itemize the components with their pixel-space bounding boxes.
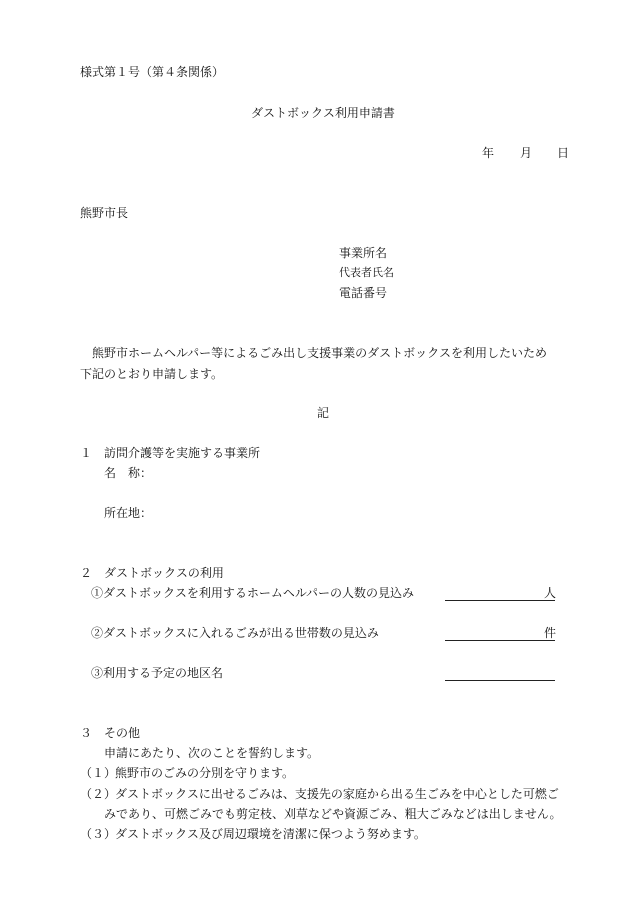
document-title: ダストボックス利用申請書	[251, 106, 395, 120]
office-name-label: 事業所名	[339, 246, 388, 260]
date-day: 日	[557, 146, 570, 160]
date-month: 月	[520, 146, 533, 160]
section-1-number: １	[80, 446, 93, 460]
household-count-label: ②ダストボックスに入れるごみが出る世帯数の見込み	[91, 626, 379, 640]
household-count-blank	[445, 640, 555, 641]
section-1-heading: 訪問介護等を実施する事業所	[104, 446, 261, 460]
helper-count-label: ①ダストボックスを利用するホームヘルパーの人数の見込み	[91, 586, 415, 600]
intro-line-2: 下記のとおり申請します。	[80, 367, 224, 381]
district-name-label: ③利用する予定の地区名	[91, 666, 224, 680]
pledge-intro: 申請にあたり、次のことを誓約します。	[104, 746, 320, 760]
helper-count-unit: 人	[544, 586, 557, 600]
pledge-item-number: （３）	[80, 827, 117, 841]
office-name-field-label: 名 称：	[104, 466, 153, 480]
date-year: 年	[482, 146, 495, 160]
phone-label: 電話番号	[339, 286, 388, 300]
pledge-item-number: （１）	[80, 766, 117, 780]
intro-line-1: 熊野市ホームヘルパー等によるごみ出し支援事業のダストボックスを利用したいため	[92, 346, 548, 360]
addressee: 熊野市長	[80, 206, 129, 220]
pledge-item-text: ダストボックス及び周辺環境を清潔に保つよう努めます。	[115, 827, 426, 841]
pledge-item-text: 熊野市のごみの分別を守ります。	[115, 766, 295, 780]
section-3-number: ３	[80, 726, 93, 740]
household-count-unit: 件	[544, 626, 557, 640]
representative-label: 代表者氏名	[339, 266, 394, 279]
ki-heading: 記	[317, 406, 330, 420]
pledge-item-text-continued: みであり、可燃ごみでも剪定枝、刈草などや資源ごみ、粗大ごみなどは出しません。	[104, 807, 562, 821]
section-2-heading: ダストボックスの利用	[104, 566, 224, 580]
pledge-item-text: ダストボックスに出せるごみは、支援先の家庭から出る生ごみを中心とした可燃ご	[115, 787, 559, 801]
helper-count-blank	[445, 600, 555, 601]
pledge-item-number: （２）	[80, 787, 117, 801]
section-3-heading: その他	[104, 726, 141, 740]
district-name-blank	[445, 680, 555, 681]
form-number: 様式第１号（第４条関係）	[80, 65, 225, 79]
office-address-field-label: 所在地：	[104, 506, 153, 520]
section-2-number: ２	[80, 566, 93, 580]
